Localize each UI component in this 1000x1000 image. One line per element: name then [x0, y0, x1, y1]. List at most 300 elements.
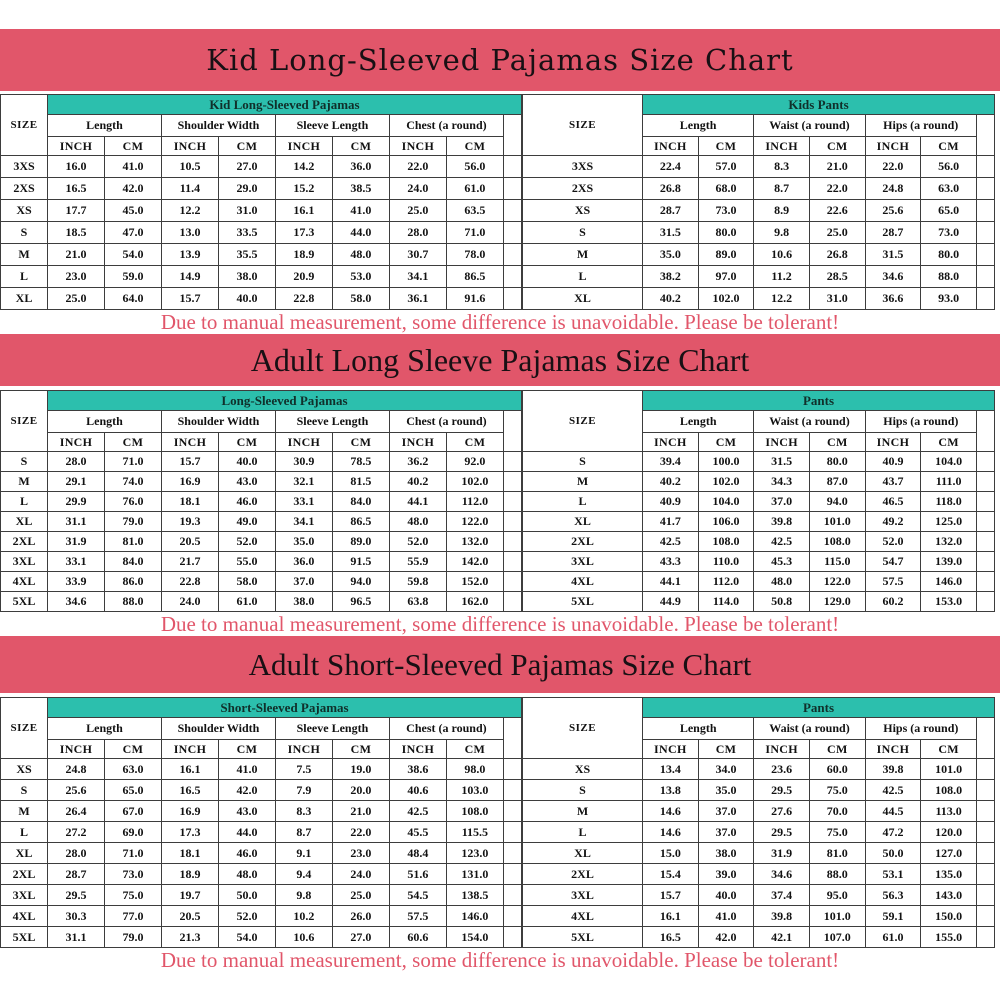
- spacer-cell: [503, 492, 521, 512]
- table-row: [1, 266, 522, 288]
- value-cell: 22.0: [389, 156, 446, 178]
- value-cell: 34.6: [754, 864, 810, 885]
- table-row: [1, 885, 522, 906]
- size-column-header: SIZE: [1, 391, 48, 452]
- value-cell: 23.6: [754, 759, 810, 780]
- value-cell: 16.5: [643, 927, 699, 948]
- value-cell: 27.0: [218, 156, 275, 178]
- value-cell: 52.0: [865, 532, 921, 552]
- value-cell: 152.0: [446, 572, 503, 592]
- table-row: [1, 222, 522, 244]
- value-cell: 34.6: [865, 266, 921, 288]
- size-cell: L: [523, 822, 643, 843]
- size-cell: 2XL: [1, 532, 48, 552]
- spacer-cell: [976, 288, 994, 310]
- size-cell: 3XL: [1, 552, 48, 572]
- adult-pants-table: [522, 390, 995, 612]
- column-group-header: Shoulder Width: [161, 115, 275, 137]
- value-cell: 101.0: [809, 906, 865, 927]
- section-title: Kid Long-Sleeved Pajamas Size Chart: [206, 43, 794, 77]
- value-cell: 120.0: [921, 822, 977, 843]
- value-cell: 60.0: [809, 759, 865, 780]
- value-cell: 29.1: [48, 472, 105, 492]
- value-cell: 79.0: [104, 512, 161, 532]
- value-cell: 42.0: [104, 178, 161, 200]
- spacer-cell: [976, 718, 994, 759]
- value-cell: 138.5: [446, 885, 503, 906]
- value-cell: 34.0: [698, 759, 754, 780]
- value-cell: 26.8: [809, 244, 865, 266]
- value-cell: 35.0: [698, 780, 754, 801]
- spacer-cell: [976, 927, 994, 948]
- spacer-cell: [976, 244, 994, 266]
- value-cell: 59.1: [865, 906, 921, 927]
- size-cell: 2XL: [523, 532, 643, 552]
- value-cell: 31.1: [48, 512, 105, 532]
- size-cell: L: [523, 266, 643, 288]
- value-cell: 50.0: [865, 843, 921, 864]
- value-cell: 31.1: [48, 927, 105, 948]
- table-row: [1, 592, 522, 612]
- size-cell: 5XL: [1, 927, 48, 948]
- value-cell: 70.0: [809, 801, 865, 822]
- value-cell: 71.0: [104, 452, 161, 472]
- spacer-cell: [976, 178, 994, 200]
- spacer-cell: [976, 532, 994, 552]
- unit-inch-header: INCH: [161, 137, 218, 156]
- size-column-header: SIZE: [1, 698, 48, 759]
- value-cell: 25.0: [332, 885, 389, 906]
- spacer-cell: [976, 552, 994, 572]
- value-cell: 135.0: [921, 864, 977, 885]
- value-cell: 10.6: [754, 244, 810, 266]
- value-cell: 27.0: [332, 927, 389, 948]
- unit-cm-header: CM: [104, 137, 161, 156]
- table-row: [523, 492, 995, 512]
- value-cell: 59.0: [104, 266, 161, 288]
- value-cell: 36.0: [275, 552, 332, 572]
- size-cell: S: [523, 452, 643, 472]
- size-cell: XS: [523, 200, 643, 222]
- value-cell: 112.0: [446, 492, 503, 512]
- tables-row: [0, 390, 1000, 612]
- value-cell: 40.9: [643, 492, 699, 512]
- value-cell: 19.0: [332, 759, 389, 780]
- value-cell: 43.7: [865, 472, 921, 492]
- value-cell: 24.0: [332, 864, 389, 885]
- size-cell: XL: [1, 288, 48, 310]
- unit-inch-header: INCH: [865, 433, 921, 452]
- value-cell: 129.0: [809, 592, 865, 612]
- unit-cm-header: CM: [698, 740, 754, 759]
- size-cell: L: [523, 492, 643, 512]
- table-row: [523, 512, 995, 532]
- value-cell: 29.0: [218, 178, 275, 200]
- value-cell: 20.5: [161, 906, 218, 927]
- value-cell: 21.0: [809, 156, 865, 178]
- size-cell: 2XL: [1, 864, 48, 885]
- value-cell: 46.0: [218, 492, 275, 512]
- table-row: [523, 472, 995, 492]
- size-cell: L: [1, 266, 48, 288]
- spacer-cell: [976, 822, 994, 843]
- value-cell: 24.8: [48, 759, 105, 780]
- table-title: Short-Sleeved Pajamas: [48, 698, 522, 718]
- spacer-cell: [503, 885, 521, 906]
- column-group-header: Waist (a round): [754, 411, 865, 433]
- value-cell: 26.4: [48, 801, 105, 822]
- spacer-cell: [503, 266, 521, 288]
- size-cell: XL: [523, 288, 643, 310]
- value-cell: 88.0: [104, 592, 161, 612]
- value-cell: 41.0: [698, 906, 754, 927]
- spacer-cell: [976, 472, 994, 492]
- value-cell: 29.5: [754, 780, 810, 801]
- unit-inch-header: INCH: [275, 137, 332, 156]
- value-cell: 76.0: [104, 492, 161, 512]
- spacer-cell: [503, 864, 521, 885]
- value-cell: 12.2: [754, 288, 810, 310]
- kid-pajamas-table: [0, 94, 522, 310]
- value-cell: 52.0: [218, 906, 275, 927]
- value-cell: 31.9: [48, 532, 105, 552]
- value-cell: 41.0: [332, 200, 389, 222]
- value-cell: 45.3: [754, 552, 810, 572]
- unit-inch-header: INCH: [865, 740, 921, 759]
- value-cell: 28.0: [389, 222, 446, 244]
- disclaimer-text: Due to manual measurement, some difference is unavoidable. Please be tolerant!: [160, 948, 840, 972]
- value-cell: 91.5: [332, 552, 389, 572]
- value-cell: 40.0: [218, 452, 275, 472]
- table-row: [1, 927, 522, 948]
- value-cell: 14.6: [643, 801, 699, 822]
- size-cell: S: [1, 780, 48, 801]
- value-cell: 111.0: [921, 472, 977, 492]
- value-cell: 104.0: [698, 492, 754, 512]
- spacer-cell: [976, 512, 994, 532]
- value-cell: 28.5: [809, 266, 865, 288]
- value-cell: 8.9: [754, 200, 810, 222]
- table-row: [523, 552, 995, 572]
- spacer-cell: [503, 822, 521, 843]
- value-cell: 56.0: [921, 156, 977, 178]
- table-row: [523, 200, 995, 222]
- value-cell: 69.0: [104, 822, 161, 843]
- value-cell: 108.0: [698, 532, 754, 552]
- value-cell: 108.0: [446, 801, 503, 822]
- value-cell: 13.9: [161, 244, 218, 266]
- column-group-header: Hips (a round): [865, 411, 976, 433]
- size-column-header: SIZE: [523, 391, 643, 452]
- value-cell: 14.9: [161, 266, 218, 288]
- value-cell: 118.0: [921, 492, 977, 512]
- value-cell: 102.0: [446, 472, 503, 492]
- table-row: [1, 200, 522, 222]
- value-cell: 80.0: [809, 452, 865, 472]
- spacer-cell: [976, 759, 994, 780]
- spacer-cell: [976, 156, 994, 178]
- value-cell: 21.0: [48, 244, 105, 266]
- spacer-cell: [976, 592, 994, 612]
- value-cell: 55.9: [389, 552, 446, 572]
- table-row: [1, 552, 522, 572]
- unit-cm-header: CM: [446, 740, 503, 759]
- value-cell: 63.5: [446, 200, 503, 222]
- column-group-header: Length: [643, 718, 754, 740]
- value-cell: 27.6: [754, 801, 810, 822]
- table-row: [1, 532, 522, 552]
- spacer-cell: [503, 411, 521, 452]
- value-cell: 15.7: [643, 885, 699, 906]
- column-group-header: Hips (a round): [865, 718, 976, 740]
- value-cell: 91.6: [446, 288, 503, 310]
- value-cell: 101.0: [809, 512, 865, 532]
- value-cell: 40.2: [643, 288, 699, 310]
- value-cell: 38.2: [643, 266, 699, 288]
- value-cell: 102.0: [698, 472, 754, 492]
- spacer-cell: [976, 411, 994, 452]
- value-cell: 102.0: [698, 288, 754, 310]
- value-cell: 22.0: [865, 156, 921, 178]
- value-cell: 162.0: [446, 592, 503, 612]
- value-cell: 56.0: [446, 156, 503, 178]
- size-cell: 5XL: [523, 592, 643, 612]
- value-cell: 48.0: [218, 864, 275, 885]
- value-cell: 39.8: [754, 512, 810, 532]
- spacer-cell: [503, 156, 521, 178]
- value-cell: 25.6: [48, 780, 105, 801]
- size-cell: L: [1, 492, 48, 512]
- value-cell: 54.5: [389, 885, 446, 906]
- value-cell: 22.4: [643, 156, 699, 178]
- disclaimer-text: Due to manual measurement, some difference is unavoidable. Please be tolerant!: [160, 310, 840, 334]
- value-cell: 34.1: [389, 266, 446, 288]
- value-cell: 34.3: [754, 472, 810, 492]
- value-cell: 47.2: [865, 822, 921, 843]
- value-cell: 52.0: [389, 532, 446, 552]
- value-cell: 65.0: [104, 780, 161, 801]
- value-cell: 28.0: [48, 452, 105, 472]
- spacer-cell: [503, 532, 521, 552]
- spacer-cell: [976, 906, 994, 927]
- size-cell: 2XL: [523, 864, 643, 885]
- value-cell: 36.6: [865, 288, 921, 310]
- unit-cm-header: CM: [921, 433, 977, 452]
- value-cell: 35.5: [218, 244, 275, 266]
- size-cell: 4XL: [1, 906, 48, 927]
- value-cell: 49.2: [865, 512, 921, 532]
- column-group-header: Shoulder Width: [161, 718, 275, 740]
- size-cell: XS: [523, 759, 643, 780]
- unit-inch-header: INCH: [48, 433, 105, 452]
- value-cell: 33.9: [48, 572, 105, 592]
- value-cell: 64.0: [104, 288, 161, 310]
- table-title: Kids Pants: [643, 95, 995, 115]
- size-cell: 3XL: [1, 885, 48, 906]
- value-cell: 78.5: [332, 452, 389, 472]
- value-cell: 37.0: [698, 801, 754, 822]
- spacer-cell: [503, 452, 521, 472]
- adult-pants-table: [522, 697, 995, 948]
- column-group-header: Length: [643, 115, 754, 137]
- value-cell: 87.0: [809, 472, 865, 492]
- section-title-banner: [0, 636, 1000, 693]
- column-group-header: Chest (a round): [389, 411, 503, 433]
- table-row: [1, 906, 522, 927]
- value-cell: 16.1: [161, 759, 218, 780]
- value-cell: 44.0: [218, 822, 275, 843]
- value-cell: 9.8: [275, 885, 332, 906]
- spacer-cell: [503, 512, 521, 532]
- unit-cm-header: CM: [104, 433, 161, 452]
- value-cell: 36.1: [389, 288, 446, 310]
- value-cell: 61.0: [218, 592, 275, 612]
- value-cell: 46.0: [218, 843, 275, 864]
- spacer-cell: [503, 906, 521, 927]
- column-group-header: Hips (a round): [865, 115, 976, 137]
- size-column-header: SIZE: [523, 698, 643, 759]
- value-cell: 22.8: [161, 572, 218, 592]
- size-column-header: SIZE: [1, 95, 48, 156]
- value-cell: 57.5: [865, 572, 921, 592]
- value-cell: 142.0: [446, 552, 503, 572]
- value-cell: 48.4: [389, 843, 446, 864]
- unit-inch-header: INCH: [643, 740, 699, 759]
- table-row: [523, 592, 995, 612]
- value-cell: 21.3: [161, 927, 218, 948]
- spacer-cell: [503, 472, 521, 492]
- spacer-cell: [976, 452, 994, 472]
- value-cell: 127.0: [921, 843, 977, 864]
- value-cell: 53.1: [865, 864, 921, 885]
- size-cell: XL: [523, 512, 643, 532]
- value-cell: 93.0: [921, 288, 977, 310]
- unit-cm-header: CM: [698, 433, 754, 452]
- table-title: Pants: [643, 698, 995, 718]
- value-cell: 19.3: [161, 512, 218, 532]
- size-cell: 2XS: [1, 178, 48, 200]
- size-cell: 3XS: [523, 156, 643, 178]
- column-group-header: Sleeve Length: [275, 115, 389, 137]
- value-cell: 7.9: [275, 780, 332, 801]
- value-cell: 42.5: [389, 801, 446, 822]
- table-row: [1, 452, 522, 472]
- unit-inch-header: INCH: [389, 740, 446, 759]
- value-cell: 132.0: [921, 532, 977, 552]
- value-cell: 7.5: [275, 759, 332, 780]
- value-cell: 81.0: [809, 843, 865, 864]
- spacer-cell: [976, 200, 994, 222]
- spacer-cell: [976, 266, 994, 288]
- table-row: [1, 780, 522, 801]
- value-cell: 42.5: [754, 532, 810, 552]
- column-group-header: Sleeve Length: [275, 411, 389, 433]
- value-cell: 132.0: [446, 532, 503, 552]
- value-cell: 73.0: [921, 222, 977, 244]
- value-cell: 94.0: [332, 572, 389, 592]
- value-cell: 52.0: [218, 532, 275, 552]
- value-cell: 29.5: [754, 822, 810, 843]
- value-cell: 41.0: [218, 759, 275, 780]
- value-cell: 23.0: [48, 266, 105, 288]
- value-cell: 50.0: [218, 885, 275, 906]
- value-cell: 89.0: [332, 532, 389, 552]
- value-cell: 18.1: [161, 843, 218, 864]
- value-cell: 107.0: [809, 927, 865, 948]
- size-cell: 5XL: [523, 927, 643, 948]
- value-cell: 103.0: [446, 780, 503, 801]
- value-cell: 40.0: [698, 885, 754, 906]
- table-title: Kid Long-Sleeved Pajamas: [48, 95, 522, 115]
- value-cell: 42.0: [218, 780, 275, 801]
- value-cell: 61.0: [446, 178, 503, 200]
- value-cell: 12.2: [161, 200, 218, 222]
- value-cell: 39.8: [754, 906, 810, 927]
- spacer-cell: [503, 115, 521, 156]
- value-cell: 115.0: [809, 552, 865, 572]
- value-cell: 30.7: [389, 244, 446, 266]
- spacer-cell: [976, 115, 994, 156]
- value-cell: 29.5: [48, 885, 105, 906]
- table-row: [523, 244, 995, 266]
- value-cell: 33.1: [48, 552, 105, 572]
- table-row: [523, 266, 995, 288]
- value-cell: 25.0: [48, 288, 105, 310]
- unit-cm-header: CM: [332, 433, 389, 452]
- value-cell: 18.1: [161, 492, 218, 512]
- value-cell: 50.8: [754, 592, 810, 612]
- value-cell: 36.2: [389, 452, 446, 472]
- value-cell: 43.0: [218, 472, 275, 492]
- size-cell: M: [1, 244, 48, 266]
- value-cell: 97.0: [698, 266, 754, 288]
- value-cell: 44.1: [643, 572, 699, 592]
- value-cell: 150.0: [921, 906, 977, 927]
- value-cell: 45.0: [104, 200, 161, 222]
- value-cell: 123.0: [446, 843, 503, 864]
- value-cell: 81.5: [332, 472, 389, 492]
- value-cell: 18.5: [48, 222, 105, 244]
- value-cell: 95.0: [809, 885, 865, 906]
- value-cell: 29.9: [48, 492, 105, 512]
- table-row: [523, 780, 995, 801]
- value-cell: 33.1: [275, 492, 332, 512]
- table-row: [523, 452, 995, 472]
- value-cell: 23.0: [332, 843, 389, 864]
- unit-cm-header: CM: [809, 433, 865, 452]
- value-cell: 54.7: [865, 552, 921, 572]
- value-cell: 125.0: [921, 512, 977, 532]
- section-title: Adult Long Sleeve Pajamas Size Chart: [250, 341, 750, 378]
- spacer-cell: [503, 801, 521, 822]
- tables-row: [0, 697, 1000, 948]
- value-cell: 8.7: [754, 178, 810, 200]
- value-cell: 94.0: [809, 492, 865, 512]
- unit-inch-header: INCH: [754, 740, 810, 759]
- column-group-header: Shoulder Width: [161, 411, 275, 433]
- unit-inch-header: INCH: [48, 137, 105, 156]
- section-title: Adult Short-Sleeved Pajamas Size Chart: [248, 646, 752, 682]
- unit-inch-header: INCH: [275, 740, 332, 759]
- table-row: [1, 156, 522, 178]
- value-cell: 38.0: [275, 592, 332, 612]
- value-cell: 54.0: [104, 244, 161, 266]
- value-cell: 143.0: [921, 885, 977, 906]
- unit-inch-header: INCH: [754, 137, 810, 156]
- value-cell: 37.4: [754, 885, 810, 906]
- spacer-cell: [503, 759, 521, 780]
- value-cell: 89.0: [698, 244, 754, 266]
